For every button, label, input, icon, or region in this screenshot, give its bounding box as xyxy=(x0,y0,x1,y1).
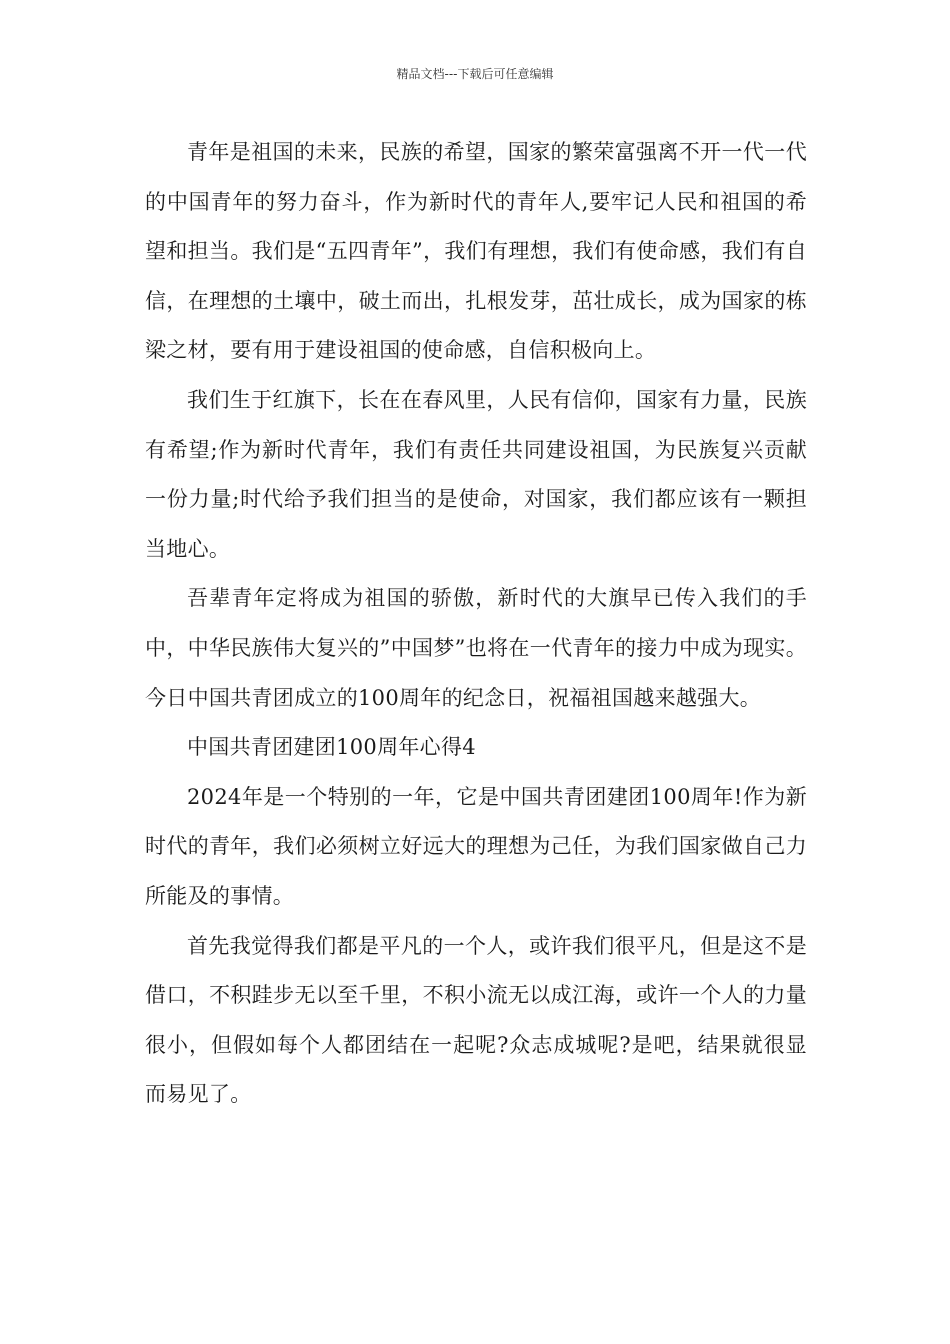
paragraph: 我们生于红旗下，长在在春风里，人民有信仰，国家有力量，民族有希望;作为新时代青年，我们有责任共同建设祖国，为民族复兴贡献一份力量;时代给予我们担当的是使命，对国家，我们都应该有一颗担当地心。 xyxy=(145,387,807,561)
section-heading: 中国共青团建团100周年心得4 xyxy=(187,735,476,760)
paragraph: 首先我觉得我们都是平凡的一个人，或许我们很平凡，但是这不是借口，不积跬步无以至千里，不积小流无以成江海，或许一个人的力量很小，但假如每个人都团结在一起呢?众志成城呢?是吧，结果就很显而易见了。 xyxy=(145,933,807,1107)
page-header: 精品文档---下载后可任意编辑 xyxy=(396,67,554,81)
paragraph: 2024年是一个特别的一年，它是中国共青团建团100周年!作为新时代的青年，我们必须树立好远大的理想为己任，为我们国家做自己力所能及的事情。 xyxy=(145,784,807,908)
paragraph: 吾辈青年定将成为祖国的骄傲，新时代的大旗早已传入我们的手中，中华民族伟大复兴的”中国梦”也将在一代青年的接力中成为现实。今日中国共青团成立的100周年的纪念日，祝福祖国越来越强大。 xyxy=(145,586,807,710)
document-body xyxy=(145,128,807,1120)
paragraph: 青年是祖国的未来，民族的希望，国家的繁荣富强离不开一代一代的中国青年的努力奋斗，作为新时代的青年人,要牢记人民和祖国的希望和担当。我们是“五四青年”，我们有理想，我们有使命感，我们有自信，在理想的土壤中，破土而出，扎根发芽，茁壮成长，成为国家的栋梁之材，要有用于建设祖国的使命感，自信积极向上。 xyxy=(145,140,807,363)
